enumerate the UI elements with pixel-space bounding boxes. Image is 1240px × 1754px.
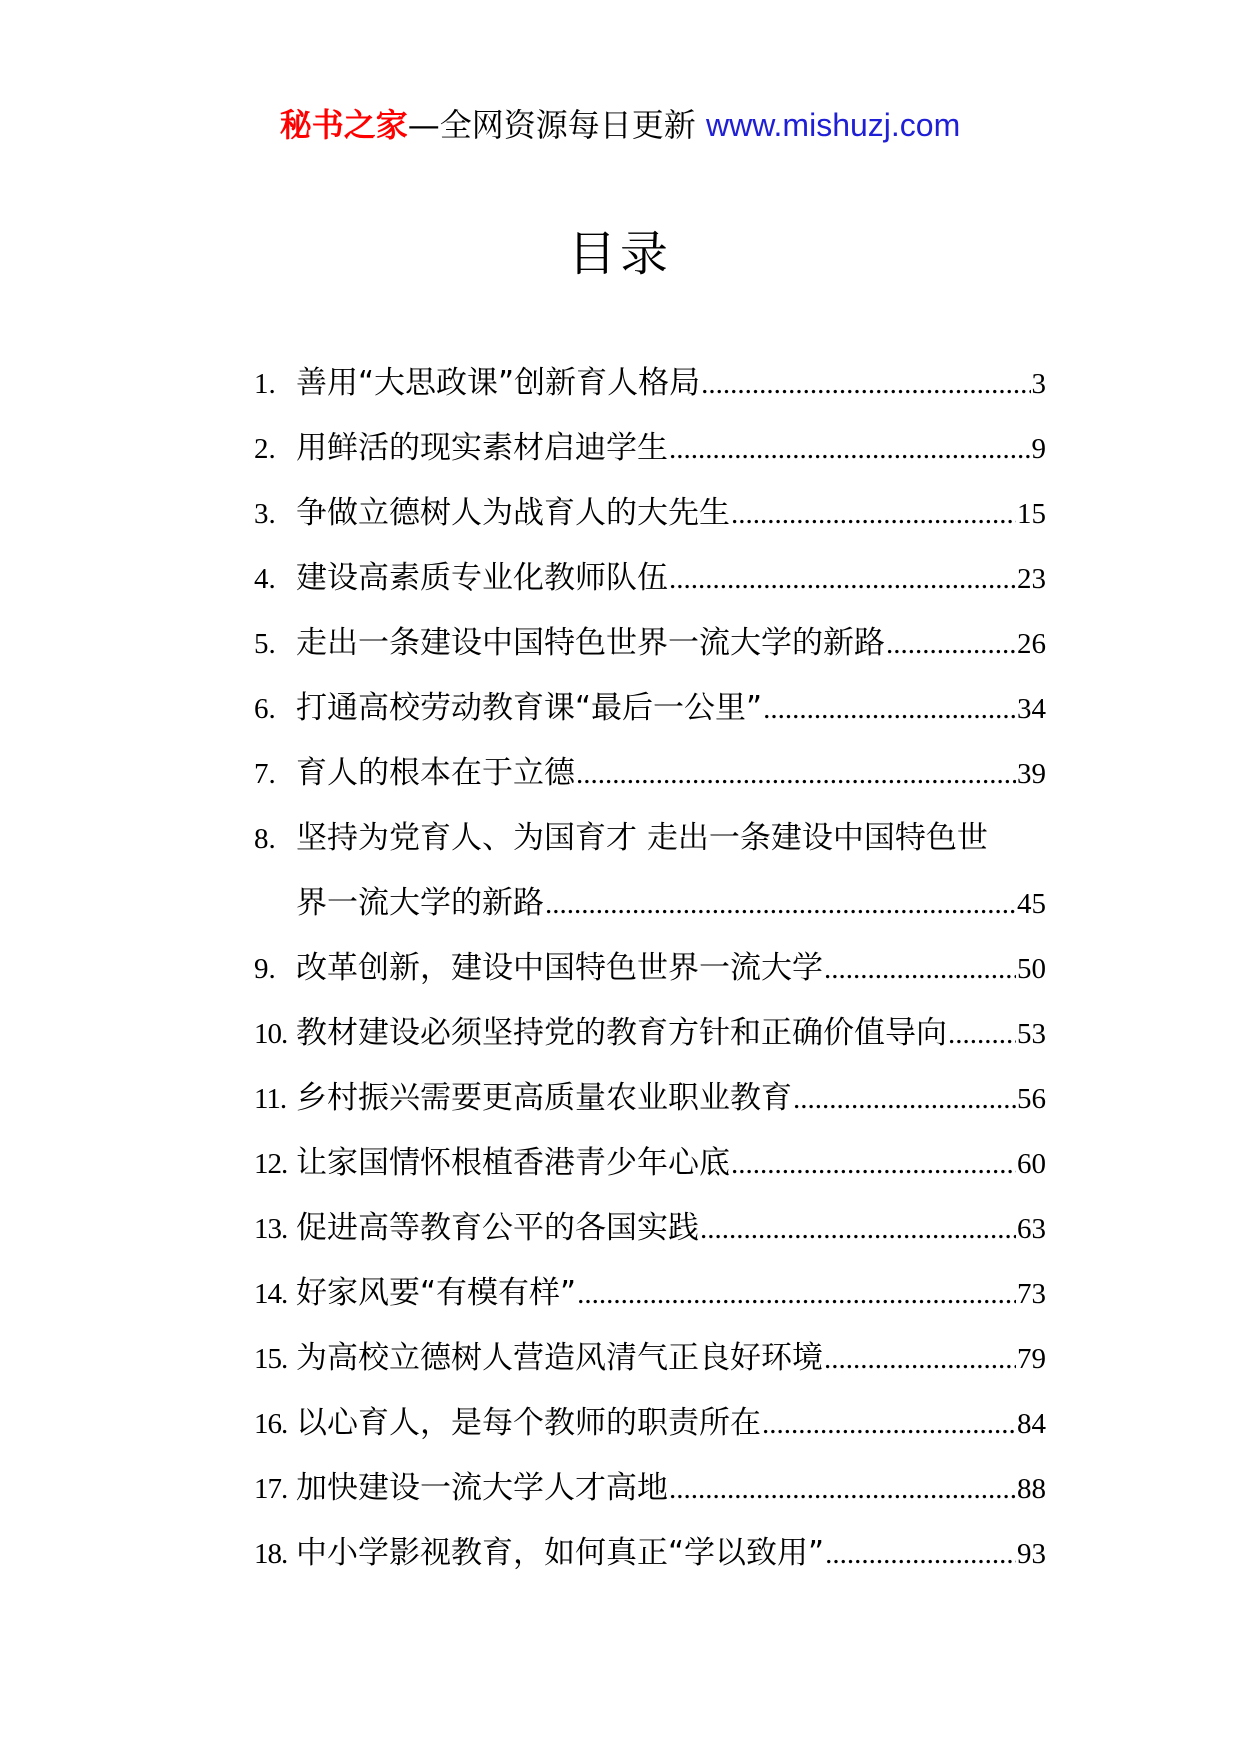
toc-dot-leader xyxy=(669,547,1016,612)
toc-dot-leader xyxy=(545,872,1016,937)
toc-entry-number: 15. xyxy=(254,1343,288,1375)
toc-entry-page: 63 xyxy=(1017,1213,1046,1245)
toc-entry[interactable] xyxy=(254,416,1046,481)
toc-entry[interactable] xyxy=(254,1456,1046,1521)
toc-entry-number: 1. xyxy=(254,368,276,400)
toc-entry-title: 加快建设一流大学人才高地 xyxy=(296,1470,668,1506)
toc-entry[interactable] xyxy=(254,741,1046,806)
toc-entry-page: 50 xyxy=(1017,953,1046,985)
toc-entry-page: 60 xyxy=(1017,1148,1046,1180)
table-of-contents xyxy=(254,351,1046,1586)
toc-entry-title-continued: 界一流大学的新路 xyxy=(296,885,544,921)
toc-entry[interactable] xyxy=(254,1066,1046,1131)
site-banner xyxy=(0,100,1240,150)
page-title: 目录 xyxy=(567,226,672,282)
banner-slogan: —全网资源每日更新 xyxy=(407,106,706,144)
toc-entry-title: 乡村振兴需要更高质量农业职业教育 xyxy=(296,1080,792,1116)
toc-entry-number: 7. xyxy=(254,758,276,790)
toc-entry-number: 9. xyxy=(254,953,276,985)
toc-entry-title: 走出一条建设中国特色世界一流大学的新路 xyxy=(296,625,885,661)
toc-entry-page: 84 xyxy=(1017,1408,1046,1440)
toc-entry[interactable] xyxy=(254,1196,1046,1261)
toc-entry-title: 改革创新，建设中国特色世界一流大学 xyxy=(296,950,823,986)
toc-entry-page: 93 xyxy=(1017,1538,1046,1570)
toc-dot-leader xyxy=(577,1262,1016,1327)
toc-entry-number: 10. xyxy=(254,1018,288,1050)
toc-entry-page: 26 xyxy=(1017,628,1046,660)
toc-entry-title: 争做立德树人为战育人的大先生 xyxy=(296,495,730,531)
toc-entry-line xyxy=(254,806,1046,871)
toc-dot-leader xyxy=(701,352,1030,417)
toc-dot-leader xyxy=(824,937,1016,1002)
toc-entry-title: 建设高素质专业化教师队伍 xyxy=(296,560,668,596)
toc-entry[interactable] xyxy=(254,611,1046,676)
toc-entry-number: 8. xyxy=(254,823,276,855)
toc-dot-leader xyxy=(700,1197,1016,1262)
toc-entry-title: 打通高校劳动教育课“最后一公里” xyxy=(296,690,763,726)
toc-dot-leader xyxy=(825,1522,1016,1587)
toc-dot-leader xyxy=(762,1392,1016,1457)
toc-entry[interactable] xyxy=(254,351,1046,416)
toc-entry-title: 以心育人，是每个教师的职责所在 xyxy=(296,1405,761,1441)
toc-dot-leader xyxy=(824,1327,1016,1392)
toc-entry-page: 23 xyxy=(1017,563,1046,595)
toc-dot-leader xyxy=(731,1132,1016,1197)
toc-entry-page: 53 xyxy=(1017,1018,1046,1050)
toc-entry-title: 用鲜活的现实素材启迪学生 xyxy=(296,430,668,466)
toc-entry-number: 12. xyxy=(254,1148,288,1180)
toc-entry-number: 14. xyxy=(254,1278,288,1310)
toc-entry[interactable] xyxy=(254,481,1046,546)
toc-dot-leader xyxy=(731,482,1016,547)
toc-entry-number: 18. xyxy=(254,1538,288,1570)
toc-entry[interactable] xyxy=(254,936,1046,1001)
toc-entry-number: 11. xyxy=(254,1083,287,1115)
toc-dot-leader xyxy=(669,1457,1016,1522)
toc-entry-line xyxy=(254,871,1046,936)
toc-entry-page: 3 xyxy=(1031,368,1046,400)
toc-entry[interactable] xyxy=(254,1001,1046,1066)
toc-entry-number: 6. xyxy=(254,693,276,725)
toc-entry[interactable] xyxy=(254,546,1046,611)
toc-entry[interactable] xyxy=(254,1391,1046,1456)
toc-entry-title: 中小学影视教育，如何真正“学以致用” xyxy=(296,1535,825,1571)
toc-entry-number: 17. xyxy=(254,1473,288,1505)
toc-dot-leader xyxy=(669,417,1031,482)
toc-entry-title: 坚持为党育人、为国育才 走出一条建设中国特色世 xyxy=(296,820,988,856)
toc-entry-page: 45 xyxy=(1017,888,1046,920)
toc-entry[interactable] xyxy=(254,1521,1046,1586)
toc-entry-page: 56 xyxy=(1017,1083,1046,1115)
toc-entry-title: 好家风要“有模有样” xyxy=(296,1275,577,1311)
toc-entry-number: 5. xyxy=(254,628,276,660)
toc-entry-number: 16. xyxy=(254,1408,288,1440)
toc-entry-page: 88 xyxy=(1017,1473,1046,1505)
toc-dot-leader xyxy=(793,1067,1016,1132)
toc-entry-page: 34 xyxy=(1017,693,1046,725)
toc-entry-title: 善用“大思政课”创新育人格局 xyxy=(296,365,701,401)
toc-entry-page: 39 xyxy=(1017,758,1046,790)
toc-entry[interactable] xyxy=(254,806,1046,936)
toc-entry[interactable] xyxy=(254,1326,1046,1391)
toc-entry-number: 4. xyxy=(254,563,276,595)
toc-entry[interactable] xyxy=(254,676,1046,741)
toc-entry-page: 9 xyxy=(1031,433,1046,465)
toc-entry-title: 让家国情怀根植香港青少年心底 xyxy=(296,1145,730,1181)
toc-entry-page: 73 xyxy=(1017,1278,1046,1310)
toc-entry-number: 3. xyxy=(254,498,276,530)
toc-dot-leader xyxy=(886,612,1016,677)
toc-dot-leader xyxy=(948,1002,1016,1067)
toc-entry-title: 育人的根本在于立德 xyxy=(296,755,575,791)
toc-entry-title: 促进高等教育公平的各国实践 xyxy=(296,1210,699,1246)
toc-entry-number: 13. xyxy=(254,1213,288,1245)
toc-entry[interactable] xyxy=(254,1261,1046,1326)
toc-dot-leader xyxy=(576,742,1016,807)
toc-entry[interactable] xyxy=(254,1131,1046,1196)
toc-entry-title: 为高校立德树人营造风清气正良好环境 xyxy=(296,1340,823,1376)
brand-name: 秘书之家 xyxy=(279,106,408,144)
toc-entry-number: 2. xyxy=(254,433,276,465)
site-url-link[interactable]: www.mishuzj.com xyxy=(705,107,961,143)
toc-entry-title: 教材建设必须坚持党的教育方针和正确价值导向 xyxy=(296,1015,947,1051)
toc-dot-leader xyxy=(763,677,1016,742)
toc-entry-page: 79 xyxy=(1017,1343,1046,1375)
toc-entry-page: 15 xyxy=(1017,498,1046,530)
